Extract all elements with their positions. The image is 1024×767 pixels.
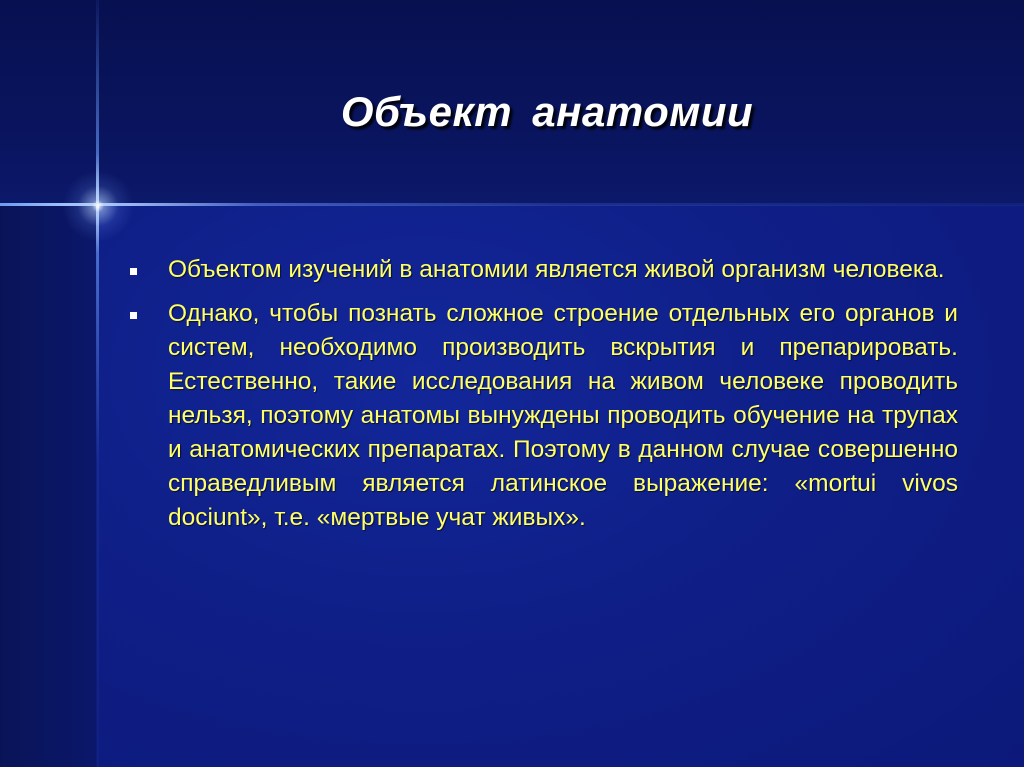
bullet-text: Объектом изучений в анатомии является живой организм человека. (168, 256, 945, 283)
slide-title: Объект анатомии (340, 88, 754, 135)
bullet-text: Однако, чтобы познать сложное строение отдельных его органов и систем, необходимо производить вскрытия и препарировать. Естественно, такие исследования на живом человеке проводить нельзя, поэтому анатомы вынуждены проводить обучение на трупах и анатомических препаратах. Поэтому в данном случае совершенно справедливым является латинское выражение: «mortui vivos dociunt», т.е. «мертвые учат живых». (168, 300, 958, 531)
horizontal-glow-line (0, 203, 1024, 206)
square-bullet-icon (130, 312, 137, 319)
bullet-list (128, 253, 958, 545)
square-bullet-icon (130, 268, 137, 275)
bullet-item (128, 297, 958, 535)
sparkle-star-icon (62, 170, 134, 242)
left-band (0, 205, 97, 767)
bullet-item (128, 253, 958, 287)
